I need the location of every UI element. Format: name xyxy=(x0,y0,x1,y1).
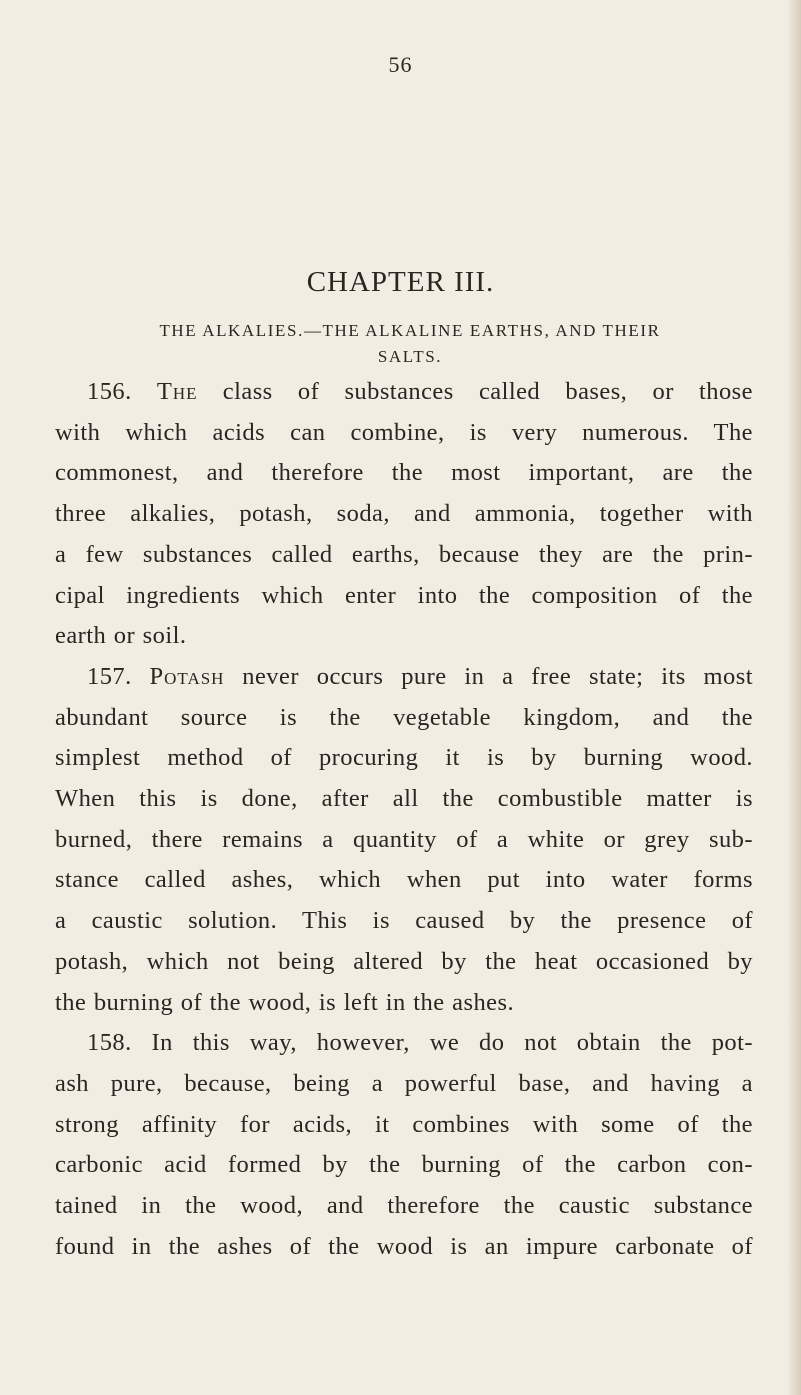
paragraph-number: 158. xyxy=(87,1029,132,1057)
chapter-title: CHAPTER III. xyxy=(306,266,495,298)
text-line: earth or soil. xyxy=(55,622,187,650)
text-line: strong affinity for acids, it combines with some of the xyxy=(55,1110,753,1138)
text-line: with which acids can combine, is very numerous. The xyxy=(55,418,753,446)
paragraph-lead-word: Potash xyxy=(149,662,225,690)
page-edge-shadow xyxy=(787,0,801,1395)
paragraph-lead-word: The xyxy=(156,378,198,405)
text-line: the burning of the wood, is left in the ashes. xyxy=(55,988,515,1016)
text-line: In this way, however, we do not obtain the pot- xyxy=(151,1029,754,1057)
paragraph-number: 156. xyxy=(87,378,132,405)
text-line: burned, there remains a quantity of a white or grey sub- xyxy=(55,825,753,853)
text-line: found in the ashes of the wood is an impure carbonate of xyxy=(55,1232,753,1260)
text-line: a few substances called earths, because they are the prin- xyxy=(55,540,753,568)
text-line: abundant source is the vegetable kingdom, and the xyxy=(55,703,753,731)
text-line: carbonic acid formed by the burning of the carbon con- xyxy=(55,1151,753,1179)
text-line: never occurs pure in a free state; its most xyxy=(242,662,753,690)
paragraph-156-line-1 xyxy=(55,372,753,413)
text-line: ash pure, because, being a powerful base, and having a xyxy=(55,1069,753,1097)
chapter-subtitle-line-2: SALTS. xyxy=(377,347,443,366)
paragraph-158-line-1 xyxy=(55,1023,753,1064)
text-line: potash, which not being altered by the heat occasioned by xyxy=(55,947,753,975)
text-line: a caustic solution. This is caused by the presence of xyxy=(55,907,753,935)
text-line: When this is done, after all the combustible matter is xyxy=(55,785,753,813)
page-number: 56 xyxy=(388,52,413,77)
body-text xyxy=(55,372,753,1267)
text-line: commonest, and therefore the most important, are the xyxy=(55,459,753,487)
paragraph-number: 157. xyxy=(87,662,132,690)
paragraph-157-line-1 xyxy=(55,657,753,698)
text-line: stance called ashes, which when put into water forms xyxy=(55,866,753,894)
text-line: simplest method of procuring it is by burning wood. xyxy=(55,744,753,772)
chapter-subtitle xyxy=(95,318,725,370)
text-line: class of substances called bases, or those xyxy=(222,378,753,405)
text-line: cipal ingredients which enter into the composition of the xyxy=(55,581,753,609)
chapter-subtitle-line-1: THE ALKALIES.—THE ALKALINE EARTHS, AND THEIR xyxy=(159,321,661,340)
text-line: three alkalies, potash, soda, and ammonia, together with xyxy=(55,500,753,528)
text-line: tained in the wood, and therefore the caustic substance xyxy=(55,1192,753,1220)
